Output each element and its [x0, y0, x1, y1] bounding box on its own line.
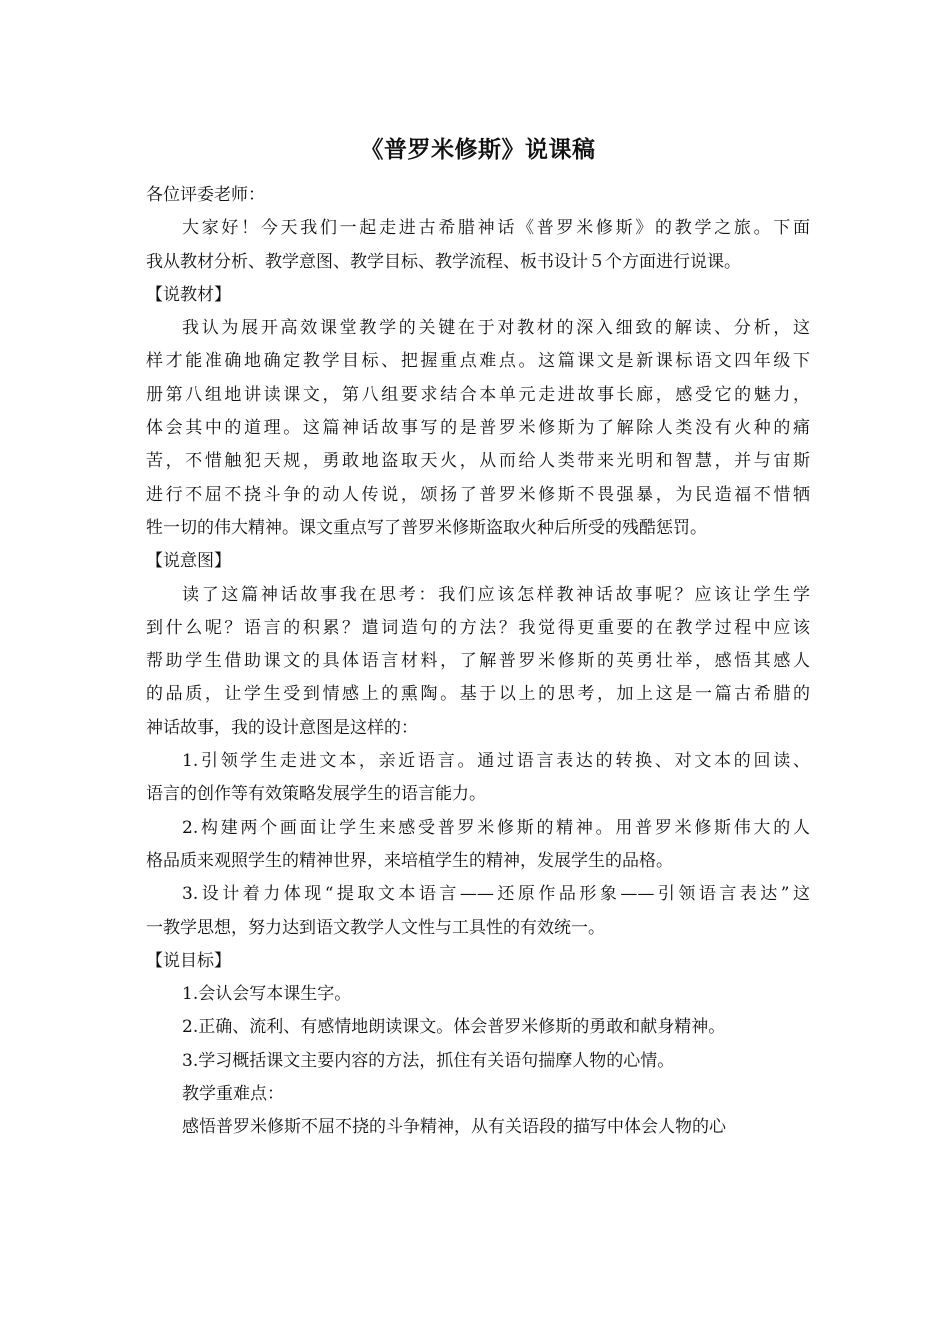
- goal-item: 1.会认会写本课生字。: [182, 984, 352, 1005]
- intent-list-item: [146, 745, 810, 812]
- intro-paragraph: [146, 212, 810, 279]
- section-heading-goals: 【说目标】: [146, 950, 231, 971]
- list-item-line: 格品质来观照学生的精神世界，来培植学生的精神，发展学生的品格。: [146, 850, 673, 871]
- key-points-text: 感悟普罗米修斯不屈不挠的斗争精神，从有关语段的描写中体会人物的心: [182, 1117, 726, 1138]
- document-page: [146, 128, 810, 1145]
- paragraph-line: 牲一切的伟大精神。课文重点写了普罗米修斯盗取火种后所受的残酷惩罚。: [146, 517, 707, 538]
- list-item-line: 3.设计着力体现“提取文本语言——还原作品形象——引领语言表达”这: [182, 884, 810, 905]
- paragraph-line: 神话故事，我的设计意图是这样的：: [146, 717, 418, 738]
- intent-paragraph: [146, 579, 810, 745]
- paragraph-line: 进行不屈不挠斗争的动人传说，颂扬了普罗米修斯不畏强暴，为民造福不惜牺: [146, 484, 810, 505]
- paragraph-line: 我认为展开高效课堂教学的关键在于对教材的深入细致的解读、分析，这: [182, 318, 810, 339]
- intent-list-item: [146, 878, 810, 945]
- list-item-line: 2.构建两个画面让学生来感受普罗米修斯的精神。用普罗米修斯伟大的人: [182, 817, 810, 838]
- goal-item: 3.学习概括课文主要内容的方法，抓住有关语句揣摩人物的心情。: [182, 1050, 675, 1071]
- paragraph-line: 册第八组地讲读课文，第八组要求结合本单元走进故事长廊，感受它的魅力，: [146, 384, 810, 405]
- paragraph-line: 大家好！今天我们一起走进古希腊神话《普罗米修斯》的教学之旅。下面: [182, 218, 810, 239]
- document-title: 《普罗米修斯》说课稿: [360, 137, 596, 163]
- textbook-paragraph: [146, 312, 810, 545]
- paragraph-line: 帮助学生借助课文的具体语言材料，了解普罗米修斯的英勇壮举，感悟其感人: [146, 651, 810, 672]
- paragraph-line: 读了这篇神话故事我在思考：我们应该怎样教神话故事呢？应该让学生学: [182, 584, 810, 605]
- goal-item: 2.正确、流利、有感情地朗读课文。体会普罗米修斯的勇敢和献身精神。: [182, 1017, 726, 1038]
- paragraph-line: 样才能准确地确定教学目标、把握重点难点。这篇课文是新课标语文四年级下: [146, 351, 810, 372]
- list-item-line: 一教学思想，努力达到语文教学人文性与工具性的有效统一。: [146, 917, 605, 938]
- key-points-label: 教学重难点：: [182, 1084, 284, 1105]
- intent-list-item: [146, 812, 810, 879]
- greeting: 各位评委老师：: [146, 185, 265, 205]
- section-heading-intent: 【说意图】: [146, 551, 231, 572]
- paragraph-line: 苦，不惜触犯天规，勇敢地盗取天火，从而给人类带来光明和智慧，并与宙斯: [146, 451, 810, 472]
- paragraph-line: 我从教材分析、教学意图、教学目标、教学流程、板书设计５个方面进行说课。: [146, 251, 741, 272]
- list-item-line: 1.引领学生走进文本，亲近语言。通过语言表达的转换、对文本的回读、: [182, 751, 810, 772]
- section-heading-textbook: 【说教材】: [146, 284, 231, 305]
- paragraph-line: 体会其中的道理。这篇神话故事写的是普罗米修斯为了解除人类没有火种的痛: [146, 418, 810, 439]
- list-item-line: 语言的创作等有效策略发展学生的语言能力。: [146, 784, 486, 805]
- paragraph-line: 到什么呢？语言的积累？遣词造句的方法？我觉得更重要的在教学过程中应该: [146, 617, 810, 638]
- paragraph-line: 的品质，让学生受到情感上的熏陶。基于以上的思考，加上这是一篇古希腊的: [146, 684, 810, 705]
